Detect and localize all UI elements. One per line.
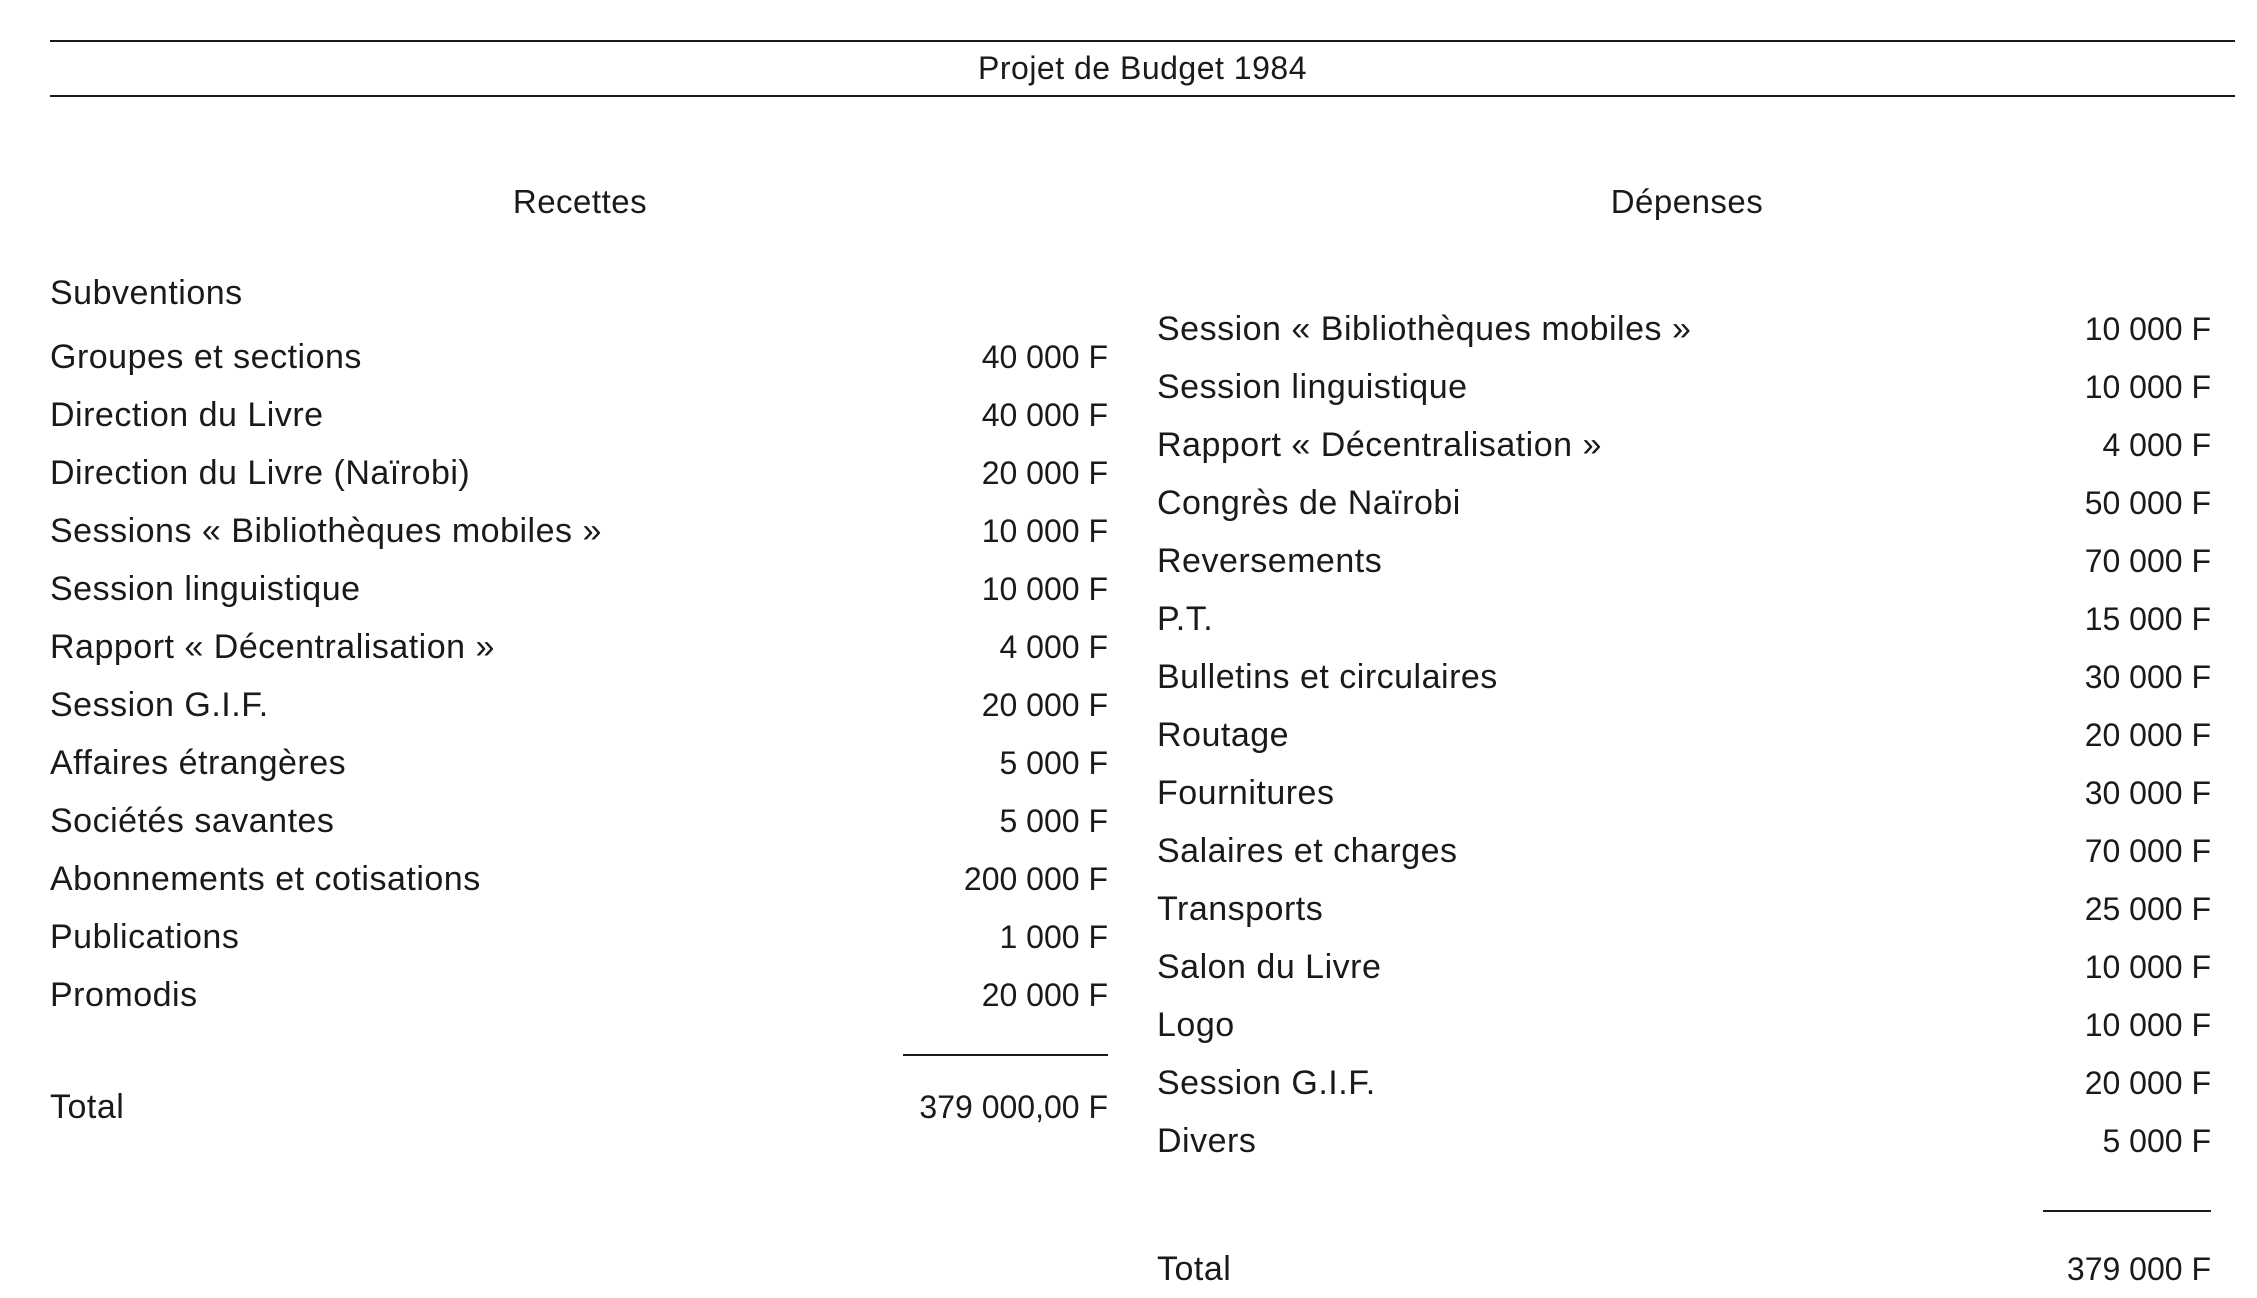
recettes-row-amount: 200 000 F	[963, 861, 1108, 897]
depenses-row	[1157, 822, 2211, 880]
depenses-row	[1157, 358, 2211, 416]
depenses-row-amount: 70 000 F	[2084, 833, 2211, 869]
depenses-row-label: Divers	[1157, 1122, 1257, 1160]
depenses-row-label: Logo	[1157, 1006, 1235, 1044]
title-top-rule	[50, 40, 2235, 42]
recettes-row-amount: 1 000 F	[999, 919, 1108, 955]
depenses-row	[1157, 300, 2211, 358]
recettes-row-label: Session linguistique	[50, 570, 361, 608]
depenses-row-amount: 20 000 F	[2084, 717, 2211, 753]
recettes-heading: Recettes	[512, 183, 648, 220]
recettes-row	[50, 734, 1108, 792]
depenses-row	[1157, 996, 2211, 1054]
depenses-row-label: Congrès de Naïrobi	[1157, 484, 1461, 522]
depenses-row	[1157, 706, 2211, 764]
depenses-row	[1157, 590, 2211, 648]
depenses-row-label: P.T.	[1157, 600, 1214, 638]
recettes-row-amount: 5 000 F	[999, 803, 1108, 839]
recettes-row	[50, 676, 1108, 734]
recettes-row	[50, 908, 1108, 966]
depenses-row-label: Salon du Livre	[1157, 948, 1382, 986]
recettes-row	[50, 386, 1108, 444]
depenses-row	[1157, 474, 2211, 532]
depenses-row	[1157, 648, 2211, 706]
recettes-row-label: Direction du Livre	[50, 396, 324, 434]
recettes-row-amount: 5 000 F	[999, 745, 1108, 781]
recettes-row-label: Direction du Livre (Naïrobi)	[50, 454, 471, 492]
depenses-total-row	[1157, 1240, 2211, 1298]
depenses-row	[1157, 1112, 2211, 1170]
document-title: Projet de Budget 1984	[978, 50, 1307, 86]
depenses-column	[1157, 300, 2211, 1298]
depenses-row-amount: 10 000 F	[2084, 369, 2211, 405]
recettes-total-rule	[50, 1024, 1108, 1078]
depenses-row-amount: 50 000 F	[2084, 485, 2211, 521]
depenses-row-amount: 30 000 F	[2084, 659, 2211, 695]
recettes-row-label: Groupes et sections	[50, 338, 362, 376]
depenses-row-amount: 10 000 F	[2084, 311, 2211, 347]
depenses-row-amount: 70 000 F	[2084, 543, 2211, 579]
recettes-row	[50, 966, 1108, 1024]
depenses-row-amount: 30 000 F	[2084, 775, 2211, 811]
depenses-row-label: Fournitures	[1157, 774, 1335, 812]
depenses-row-label: Transports	[1157, 890, 1324, 928]
recettes-row-label: Sociétés savantes	[50, 802, 335, 840]
recettes-row	[50, 444, 1108, 502]
depenses-row-label: Salaires et charges	[1157, 832, 1458, 870]
recettes-total-row	[50, 1078, 1108, 1138]
depenses-row-amount: 25 000 F	[2084, 891, 2211, 927]
depenses-heading: Dépenses	[1610, 183, 1764, 220]
recettes-row-amount: 40 000 F	[981, 397, 1108, 433]
depenses-row-label: Reversements	[1157, 542, 1383, 580]
depenses-row-label: Rapport « Décentralisation »	[1157, 426, 1602, 464]
depenses-row	[1157, 764, 2211, 822]
depenses-row-amount: 10 000 F	[2084, 949, 2211, 985]
recettes-row-amount: 20 000 F	[981, 687, 1108, 723]
depenses-total-rule	[1157, 1170, 2211, 1240]
recettes-row-label: Session G.I.F.	[50, 686, 269, 724]
depenses-row-amount: 10 000 F	[2084, 1007, 2211, 1043]
depenses-total-label: Total	[1157, 1250, 1232, 1288]
recettes-row-label: Promodis	[50, 976, 198, 1014]
recettes-row-amount: 20 000 F	[981, 977, 1108, 1013]
recettes-row-amount: 4 000 F	[999, 629, 1108, 665]
depenses-row	[1157, 416, 2211, 474]
recettes-row-amount: 10 000 F	[981, 513, 1108, 549]
recettes-row-label: Publications	[50, 918, 240, 956]
recettes-row	[50, 328, 1108, 386]
depenses-row-amount: 15 000 F	[2084, 601, 2211, 637]
depenses-row-label: Session G.I.F.	[1157, 1064, 1376, 1102]
depenses-row	[1157, 938, 2211, 996]
depenses-row-amount: 5 000 F	[2102, 1123, 2211, 1159]
recettes-row-label: Rapport « Décentralisation »	[50, 628, 495, 666]
recettes-column	[50, 270, 1108, 1138]
depenses-row-label: Routage	[1157, 716, 1290, 754]
subventions-label: Subventions	[50, 274, 243, 312]
recettes-row	[50, 502, 1108, 560]
recettes-row-label: Sessions « Bibliothèques mobiles »	[50, 512, 602, 550]
recettes-row-label: Affaires étrangères	[50, 744, 347, 782]
recettes-row-amount: 10 000 F	[981, 571, 1108, 607]
depenses-total-amount: 379 000 F	[2066, 1251, 2211, 1287]
depenses-row	[1157, 880, 2211, 938]
recettes-row	[50, 792, 1108, 850]
depenses-row	[1157, 1054, 2211, 1112]
depenses-row	[1157, 532, 2211, 590]
recettes-row	[50, 560, 1108, 618]
title-bottom-rule	[50, 95, 2235, 97]
depenses-row-label: Bulletins et circulaires	[1157, 658, 1498, 696]
recettes-row-label: Abonnements et cotisations	[50, 860, 481, 898]
recettes-total-amount: 379 000,00 F	[919, 1089, 1108, 1125]
recettes-row-amount: 40 000 F	[981, 339, 1108, 375]
recettes-total-label: Total	[50, 1088, 125, 1126]
depenses-row-label: Session linguistique	[1157, 368, 1468, 406]
recettes-row	[50, 618, 1108, 676]
recettes-row	[50, 850, 1108, 908]
depenses-row-amount: 4 000 F	[2102, 427, 2211, 463]
depenses-row-amount: 20 000 F	[2084, 1065, 2211, 1101]
depenses-row-label: Session « Bibliothèques mobiles »	[1157, 310, 1692, 348]
recettes-row-amount: 20 000 F	[981, 455, 1108, 491]
